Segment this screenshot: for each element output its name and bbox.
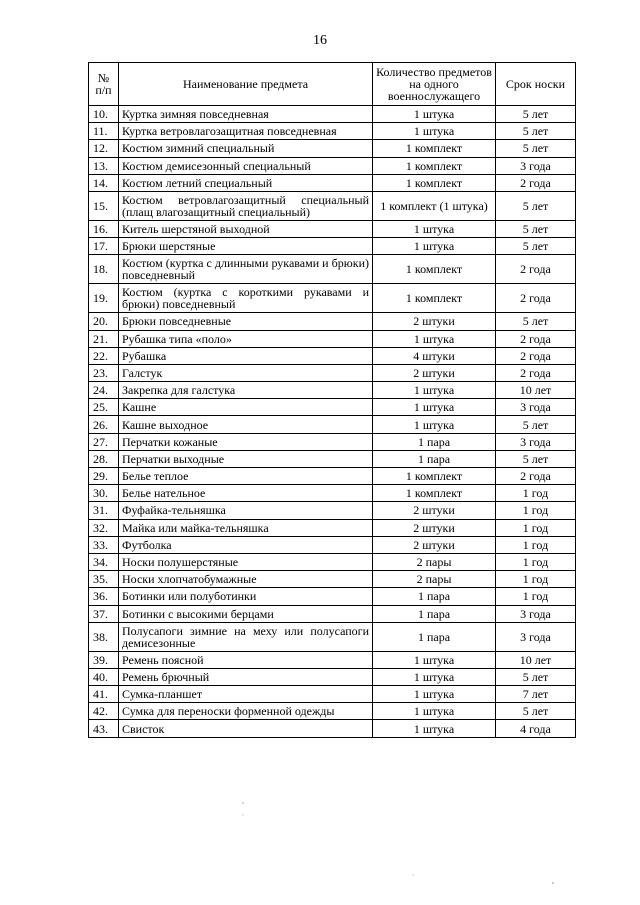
row-number: 19.: [89, 284, 119, 313]
item-quantity: 1 штука: [373, 330, 496, 347]
item-name: Куртка зимняя повседневная: [119, 106, 373, 123]
item-name: Костюм (куртка с короткими рукавами и брюки) повседневный: [119, 284, 373, 313]
item-quantity: 1 штука: [373, 399, 496, 416]
item-quantity: 1 штука: [373, 416, 496, 433]
table-row: [89, 651, 576, 668]
item-name: Кашне выходное: [119, 416, 373, 433]
item-term: 10 лет: [496, 382, 576, 399]
row-number: 32.: [89, 519, 119, 536]
item-quantity: 1 штука: [373, 651, 496, 668]
table-row: [89, 399, 576, 416]
row-number: 15.: [89, 191, 119, 220]
item-term: 2 года: [496, 364, 576, 381]
item-name: Футболка: [119, 536, 373, 553]
row-number: 38.: [89, 622, 119, 651]
item-quantity: 2 штуки: [373, 519, 496, 536]
item-term: 5 лет: [496, 238, 576, 255]
table-row: [89, 433, 576, 450]
item-quantity: 1 штука: [373, 382, 496, 399]
row-number: 16.: [89, 220, 119, 237]
item-quantity: 1 штука: [373, 703, 496, 720]
table-row: [89, 536, 576, 553]
table-row: [89, 622, 576, 651]
item-quantity: 1 комплект: [373, 485, 496, 502]
table-row: [89, 519, 576, 536]
row-number: 35.: [89, 571, 119, 588]
item-quantity: 2 штуки: [373, 313, 496, 330]
item-quantity: 1 штука: [373, 238, 496, 255]
table-row: [89, 157, 576, 174]
row-number: 20.: [89, 313, 119, 330]
item-quantity: 1 штука: [373, 220, 496, 237]
row-number: 23.: [89, 364, 119, 381]
item-quantity: 4 штуки: [373, 347, 496, 364]
item-quantity: 1 комплект: [373, 157, 496, 174]
header-qty: Количество предметов на одного военнослужащего: [373, 63, 496, 106]
row-number: 14.: [89, 174, 119, 191]
item-quantity: 1 комплект: [373, 468, 496, 485]
table-row: [89, 284, 576, 313]
header-term: Срок носки: [496, 63, 576, 106]
table-row: [89, 238, 576, 255]
item-name: Брюки повседневные: [119, 313, 373, 330]
table-row: [89, 485, 576, 502]
item-term: 2 года: [496, 284, 576, 313]
header-num: № п/п: [89, 63, 119, 106]
table-row: [89, 588, 576, 605]
item-term: 10 лет: [496, 651, 576, 668]
row-number: 28.: [89, 450, 119, 467]
table-row: [89, 174, 576, 191]
item-name: Костюм (куртка с длинными рукавами и брюки) повседневный: [119, 255, 373, 284]
item-term: 5 лет: [496, 450, 576, 467]
item-term: 2 года: [496, 255, 576, 284]
row-number: 36.: [89, 588, 119, 605]
item-name: Костюм демисезонный специальный: [119, 157, 373, 174]
table-body: [89, 106, 576, 738]
row-number: 22.: [89, 347, 119, 364]
row-number: 24.: [89, 382, 119, 399]
table-row: [89, 382, 576, 399]
item-name: Ремень поясной: [119, 651, 373, 668]
item-name: Ботинки или полуботинки: [119, 588, 373, 605]
item-term: 5 лет: [496, 313, 576, 330]
table-row: [89, 450, 576, 467]
row-number: 26.: [89, 416, 119, 433]
item-term: 2 года: [496, 330, 576, 347]
row-number: 11.: [89, 123, 119, 140]
item-term: 1 год: [496, 571, 576, 588]
table-row: [89, 502, 576, 519]
item-name: Перчатки кожаные: [119, 433, 373, 450]
item-term: 3 года: [496, 622, 576, 651]
table-row: [89, 468, 576, 485]
row-number: 10.: [89, 106, 119, 123]
item-name: Китель шерстяной выходной: [119, 220, 373, 237]
item-term: 5 лет: [496, 191, 576, 220]
item-quantity: 2 штуки: [373, 364, 496, 381]
item-name: Носки полушерстяные: [119, 553, 373, 570]
item-term: 3 года: [496, 157, 576, 174]
row-number: 39.: [89, 651, 119, 668]
item-quantity: 1 штука: [373, 123, 496, 140]
table-row: [89, 313, 576, 330]
row-number: 21.: [89, 330, 119, 347]
item-name: Белье нательное: [119, 485, 373, 502]
item-term: 3 года: [496, 399, 576, 416]
table-row: [89, 255, 576, 284]
row-number: 17.: [89, 238, 119, 255]
item-name: Сумка-планшет: [119, 686, 373, 703]
row-number: 33.: [89, 536, 119, 553]
item-term: 3 года: [496, 605, 576, 622]
table-row: [89, 347, 576, 364]
table-row: [89, 364, 576, 381]
table-row: [89, 191, 576, 220]
item-quantity: 1 комплект: [373, 174, 496, 191]
item-name: Майка или майка-тельняшка: [119, 519, 373, 536]
item-name: Рубашка: [119, 347, 373, 364]
item-name: Рубашка типа «поло»: [119, 330, 373, 347]
item-term: 5 лет: [496, 106, 576, 123]
page-number: 16: [313, 33, 327, 48]
item-name: Костюм зимний специальный: [119, 140, 373, 157]
item-name: Белье теплое: [119, 468, 373, 485]
row-number: 29.: [89, 468, 119, 485]
item-term: 5 лет: [496, 668, 576, 685]
item-quantity: 2 пары: [373, 553, 496, 570]
item-term: 5 лет: [496, 123, 576, 140]
item-quantity: 1 пара: [373, 588, 496, 605]
item-term: 2 года: [496, 468, 576, 485]
row-number: 41.: [89, 686, 119, 703]
item-term: 5 лет: [496, 703, 576, 720]
item-name: Сумка для переноски форменной одежды: [119, 703, 373, 720]
item-term: 1 год: [496, 485, 576, 502]
row-number: 43.: [89, 720, 119, 737]
item-quantity: 1 комплект: [373, 140, 496, 157]
table-row: [89, 686, 576, 703]
row-number: 34.: [89, 553, 119, 570]
item-quantity: 2 штуки: [373, 502, 496, 519]
item-name: Галстук: [119, 364, 373, 381]
item-term: 5 лет: [496, 140, 576, 157]
item-name: Закрепка для галстука: [119, 382, 373, 399]
row-number: 37.: [89, 605, 119, 622]
item-quantity: 2 штуки: [373, 536, 496, 553]
item-quantity: 1 пара: [373, 450, 496, 467]
item-quantity: 1 штука: [373, 668, 496, 685]
item-term: 1 год: [496, 502, 576, 519]
item-quantity: 1 комплект: [373, 255, 496, 284]
table-row: [89, 605, 576, 622]
item-term: 1 год: [496, 519, 576, 536]
row-number: 31.: [89, 502, 119, 519]
row-number: 18.: [89, 255, 119, 284]
item-name: Ботинки с высокими берцами: [119, 605, 373, 622]
item-term: 5 лет: [496, 416, 576, 433]
item-name: Куртка ветровлагозащитная повседневная: [119, 123, 373, 140]
item-name: Фуфайка-тельняшка: [119, 502, 373, 519]
item-quantity: 1 пара: [373, 622, 496, 651]
item-name: Костюм ветровлагозащитный специальный (плащ влагозащитный специальный): [119, 191, 373, 220]
table-row: [89, 720, 576, 737]
item-term: 7 лет: [496, 686, 576, 703]
table-row: [89, 571, 576, 588]
row-number: 30.: [89, 485, 119, 502]
item-name: Полусапоги зимние на меху или полусапоги демисезонные: [119, 622, 373, 651]
item-quantity: 1 комплект (1 штука): [373, 191, 496, 220]
item-term: 1 год: [496, 553, 576, 570]
table-row: [89, 330, 576, 347]
table-row: [89, 220, 576, 237]
table-row: [89, 123, 576, 140]
item-name: Костюм летний специальный: [119, 174, 373, 191]
item-quantity: 1 штука: [373, 720, 496, 737]
table-row: [89, 703, 576, 720]
table-row: [89, 668, 576, 685]
item-quantity: 1 комплект: [373, 284, 496, 313]
item-term: 3 года: [496, 433, 576, 450]
item-term: 1 год: [496, 588, 576, 605]
item-quantity: 1 штука: [373, 686, 496, 703]
item-name: Ремень брючный: [119, 668, 373, 685]
item-name: Кашне: [119, 399, 373, 416]
row-number: 42.: [89, 703, 119, 720]
item-quantity: 1 штука: [373, 106, 496, 123]
row-number: 40.: [89, 668, 119, 685]
item-term: 5 лет: [496, 220, 576, 237]
item-name: Брюки шерстяные: [119, 238, 373, 255]
item-term: 4 года: [496, 720, 576, 737]
row-number: 27.: [89, 433, 119, 450]
table-row: [89, 553, 576, 570]
item-term: 2 года: [496, 347, 576, 364]
table-row: [89, 106, 576, 123]
item-quantity: 2 пары: [373, 571, 496, 588]
item-quantity: 1 пара: [373, 433, 496, 450]
row-number: 25.: [89, 399, 119, 416]
header-name: Наименование предмета: [119, 63, 373, 106]
item-name: Носки хлопчатобумажные: [119, 571, 373, 588]
row-number: 13.: [89, 157, 119, 174]
item-term: 1 год: [496, 536, 576, 553]
item-quantity: 1 пара: [373, 605, 496, 622]
uniform-items-table: [88, 62, 576, 738]
item-term: 2 года: [496, 174, 576, 191]
table-row: [89, 140, 576, 157]
table-row: [89, 416, 576, 433]
row-number: 12.: [89, 140, 119, 157]
item-name: Перчатки выходные: [119, 450, 373, 467]
item-name: Свисток: [119, 720, 373, 737]
table-header-row: [89, 63, 576, 106]
